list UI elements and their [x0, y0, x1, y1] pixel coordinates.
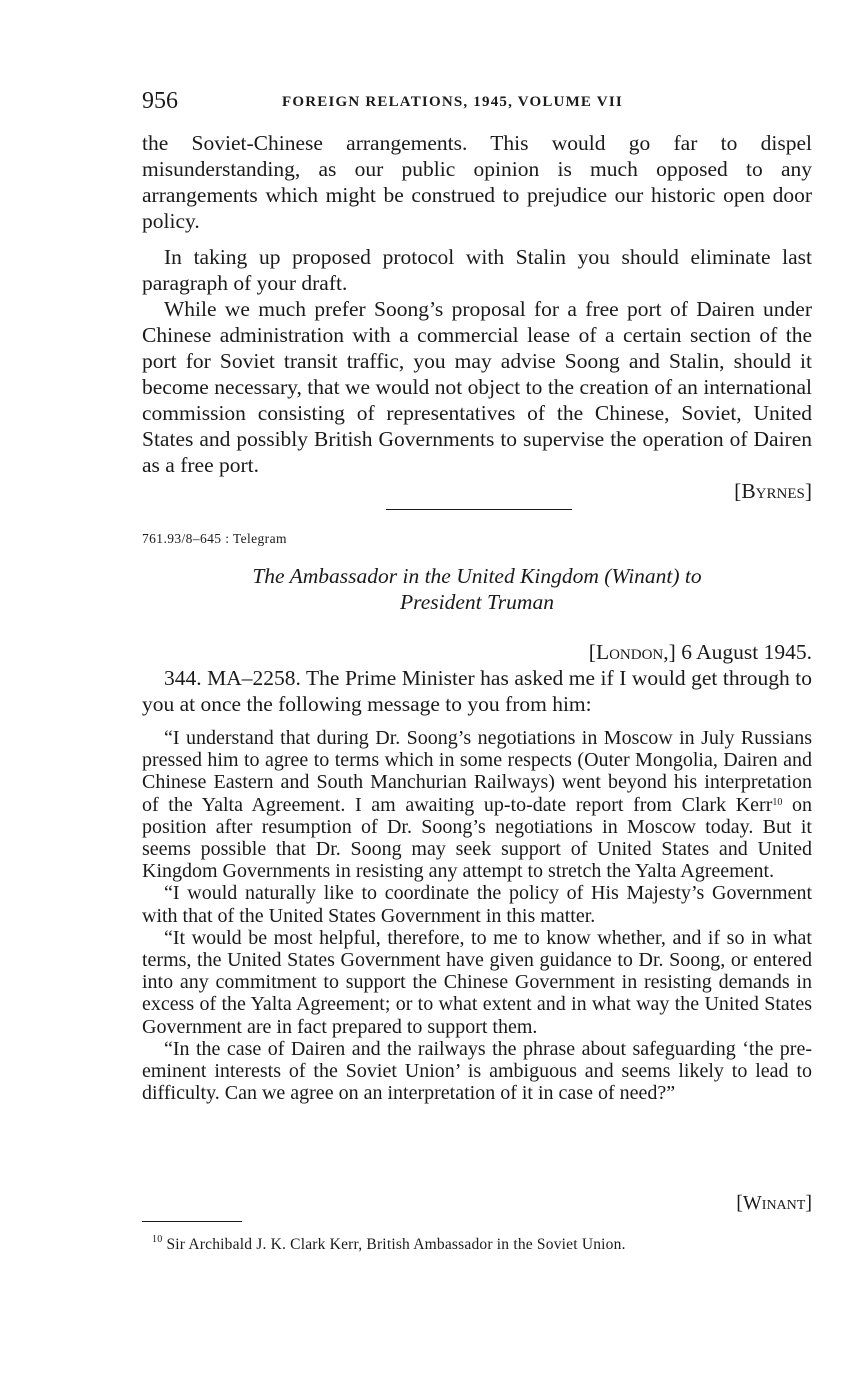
document-title: [142, 563, 812, 615]
page-header: [142, 88, 812, 120]
footnote-text: Sir Archibald J. K. Clark Kerr, British Ambassador in the Soviet Union.: [166, 1236, 626, 1253]
paragraph-3: While we much prefer Soong’s proposal for a free port of Dairen under Chinese administration with a commercial lease of a certain section of the port for Soviet transit traffic, you may advise Soong and Stalin, should it become necessary, that we would not object to the creation of an international commission consisting of representatives of the Chinese, Soviet, United States and possibly British Governments to supervise the operation of Dairen as a free port.: [142, 297, 812, 477]
title-line-1: The Ambassador in the United Kingdom (Winant) to: [252, 564, 702, 588]
quote-paragraph-1: “I understand that during Dr. Soong’s negotiations in Moscow in July Russians pressed him to agree to terms which in some respects (Outer Mongolia, Dairen and Chinese Eastern and South Manchurian Railways) went beyond his interpretation of the Yalta Agreement. I am awaiting up-to-date report from Clark Kerr$^{10}$ on position after resumption of Dr. Soong’s negotiations in Moscow today. But it seems possible that Dr. Soong may seek support of United States and United Kingdom Governments in resisting any attempt to stretch the Yalta Agreement.: [142, 727, 813, 883]
quote-paragraph-2: “I would naturally like to coordinate the policy of His Majesty’s Government with that of the United States Government in this matter.: [142, 882, 812, 927]
footnote-number: 10: [152, 1234, 163, 1245]
footnote: [152, 1236, 626, 1254]
footnote-rule: [142, 1221, 242, 1222]
dateline: [London,] 6 August 1945.: [588, 640, 812, 664]
footnote-marker: 10: [772, 796, 783, 808]
quote-paragraph-3: “It would be most helpful, therefore, to me to know whether, and if so in what terms, the United States Government have given guidance to Dr. Soong, or entered into any commitment to support the Chinese Government in resisting demands in excess of the Yalta Agreement; or to what extent and in what way the United States Government are in fact prepared to support them.: [142, 926, 812, 1038]
section-divider: [386, 509, 572, 510]
quote-paragraph-4: “In the case of Dairen and the railways the phrase about safeguarding ‘the pre-eminent interests of the Soviet Union’ is ambiguous and seems likely to lead to difficulty. Can we agree on an interpretation of it in case of need?”: [142, 1037, 812, 1105]
title-line-2: President Truman: [400, 590, 554, 614]
paragraph-2: In taking up proposed protocol with Stalin you should eliminate last paragraph of your draft.: [142, 245, 812, 295]
file-reference: 761.93/8–645 : Telegram: [142, 531, 287, 546]
section-winant-telegram: [142, 639, 812, 1104]
quoted-message: [142, 727, 812, 1104]
opening-paragraph: 344. MA–2258. The Prime Minister has asked me if I would get through to you at once the following message to you from him:: [142, 666, 812, 716]
section-byrnes-telegram: [142, 130, 812, 504]
paragraph-1: the Soviet-Chinese arrangements. This would go far to dispel misunderstanding, as our public opinion is much opposed to any arrangements which might be construed to prejudice our historic open door policy.: [142, 131, 812, 233]
page-number: 956: [142, 88, 178, 114]
running-head: FOREIGN RELATIONS, 1945, VOLUME VII: [282, 94, 623, 110]
signature-winant: [Winant]: [736, 1192, 812, 1214]
signature-byrnes: [Byrnes]: [734, 479, 812, 503]
